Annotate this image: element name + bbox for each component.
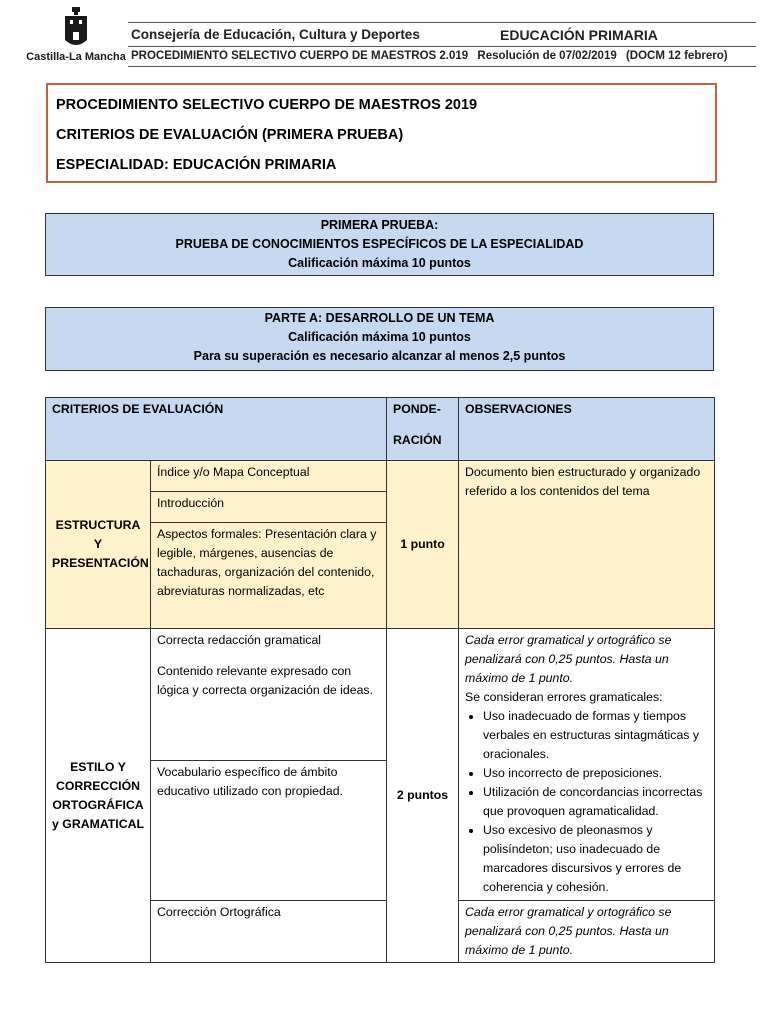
part-a-line-2: Calificación máxima 10 puntos xyxy=(288,330,471,344)
section-style-name-line-1: ESTILO Y xyxy=(70,759,126,774)
list-item: • Uso inadecuado de formas y tiempos verbales en estructuras sintagmáticas y oracionales. xyxy=(483,707,708,764)
title-line-2: CRITERIOS DE EVALUACIÓN (PRIMERA PRUEBA) xyxy=(56,127,404,143)
first-test-line-3: Calificación máxima 10 puntos xyxy=(288,256,471,270)
resolution-date: Resolución de 07/02/2019 xyxy=(477,50,617,62)
part-a-box xyxy=(45,307,714,371)
title-line-3: ESPECIALIDAD: EDUCACIÓN PRIMARIA xyxy=(56,157,337,173)
header-rule-bottom xyxy=(128,66,756,67)
criterion-grammar-b: Contenido relevante expresado con lógica y correcta organización de ideas. xyxy=(157,664,374,697)
section-structure-name xyxy=(46,461,151,629)
table-row xyxy=(46,629,715,761)
header-rule-middle xyxy=(128,46,756,47)
first-test-box xyxy=(45,213,714,276)
section-style-name-line-3: ORTOGRÁFICA xyxy=(52,797,144,812)
header-weight xyxy=(387,398,459,461)
criterion-vocabulary: Vocabulario específico de ámbito educativo utilizado con propiedad. xyxy=(151,761,387,901)
table-row xyxy=(46,461,715,492)
criterion-grammar-a: Correcta redacción gramatical xyxy=(157,633,322,647)
part-a-line-3: Para su superación es necesario alcanzar al menos 2,5 puntos xyxy=(193,349,566,363)
title-line-1: PROCEDIMIENTO SELECTIVO CUERPO DE MAESTROS 2019 xyxy=(56,97,478,113)
table-header-row xyxy=(46,398,715,461)
docm-reference: (DOCM 12 febrero) xyxy=(625,50,728,62)
castle-crest-icon xyxy=(61,6,91,50)
observation-intro: Se consideran errores gramaticales: xyxy=(465,690,663,704)
criterion-grammar xyxy=(151,629,387,761)
header-procedure-row xyxy=(131,50,734,62)
spelling-observation: Cada error gramatical y ortográfico se penalizará con 0,25 puntos. Hasta un máximo de 1 punto. xyxy=(459,901,715,963)
criteria-table xyxy=(45,397,715,963)
section-structure-observation: Documento bien estructurado y organizado referido a los contenidos del tema xyxy=(459,461,715,629)
list-item: • Utilización de concordancias incorrectas que provoquen agramaticalidad. xyxy=(483,783,708,821)
list-item: • Uso excesivo de pleonasmos y polisíndeton; uso inadecuado de marcadores discursivos y errores de coherencia y cohesión. xyxy=(483,821,708,897)
header-observations: OBSERVACIONES xyxy=(459,398,715,461)
procedure-name: PROCEDIMIENTO SELECTIVO CUERPO DE MAESTROS 2.019 xyxy=(131,50,469,62)
section-style-name xyxy=(46,629,151,963)
castilla-la-mancha-logo xyxy=(22,6,130,68)
header-rule-top xyxy=(128,22,756,23)
section-style-name-line-4: y GRAMATICAL xyxy=(52,816,144,831)
first-test-line-1: PRIMERA PRUEBA: xyxy=(320,218,439,232)
header-criteria: CRITERIOS DE EVALUACIÓN xyxy=(46,398,387,461)
section-style-weight: 2 puntos xyxy=(387,629,459,963)
logo-text: Castilla-La Mancha xyxy=(26,51,126,63)
criterion-spelling: Corrección Ortográfica xyxy=(151,901,387,963)
section-structure-weight: 1 punto xyxy=(387,461,459,629)
title-box xyxy=(46,83,717,183)
criterion-formal-aspects: Aspectos formales: Presentación clara y legible, márgenes, ausencias de tachaduras, organización del contenido, abreviaturas normalizadas, etc xyxy=(151,523,387,629)
observation-penalty: Cada error gramatical y ortográfico se penalizará con 0,25 puntos. Hasta un máximo de 1 punto. xyxy=(465,633,672,685)
header-weight-line-1: PONDE- xyxy=(393,402,441,416)
part-a-line-1: PARTE A: DESARROLLO DE UN TEMA xyxy=(264,311,495,325)
section-structure-name-line-2: PRESENTACIÓN xyxy=(52,556,149,570)
section-style-name-line-2: CORRECCIÓN xyxy=(55,778,141,793)
first-test-line-2: PRUEBA DE CONOCIMIENTOS ESPECÍFICOS DE LA ESPECIALIDAD xyxy=(175,237,584,251)
section-style-observation xyxy=(459,629,715,901)
section-structure-name-line-1: ESTRUCTURA Y xyxy=(55,518,141,551)
criterion-introduction: Introducción xyxy=(151,492,387,523)
list-item: • Uso incorrecto de preposiciones. xyxy=(483,764,708,783)
department-name: Consejería de Educación, Cultura y Deportes xyxy=(131,27,420,42)
specialty-tag: EDUCACIÓN PRIMARIA xyxy=(500,27,658,43)
header-weight-line-2: RACIÓN xyxy=(393,433,442,447)
grammar-errors-list xyxy=(483,707,708,897)
criterion-index: Índice y/o Mapa Conceptual xyxy=(151,461,387,492)
